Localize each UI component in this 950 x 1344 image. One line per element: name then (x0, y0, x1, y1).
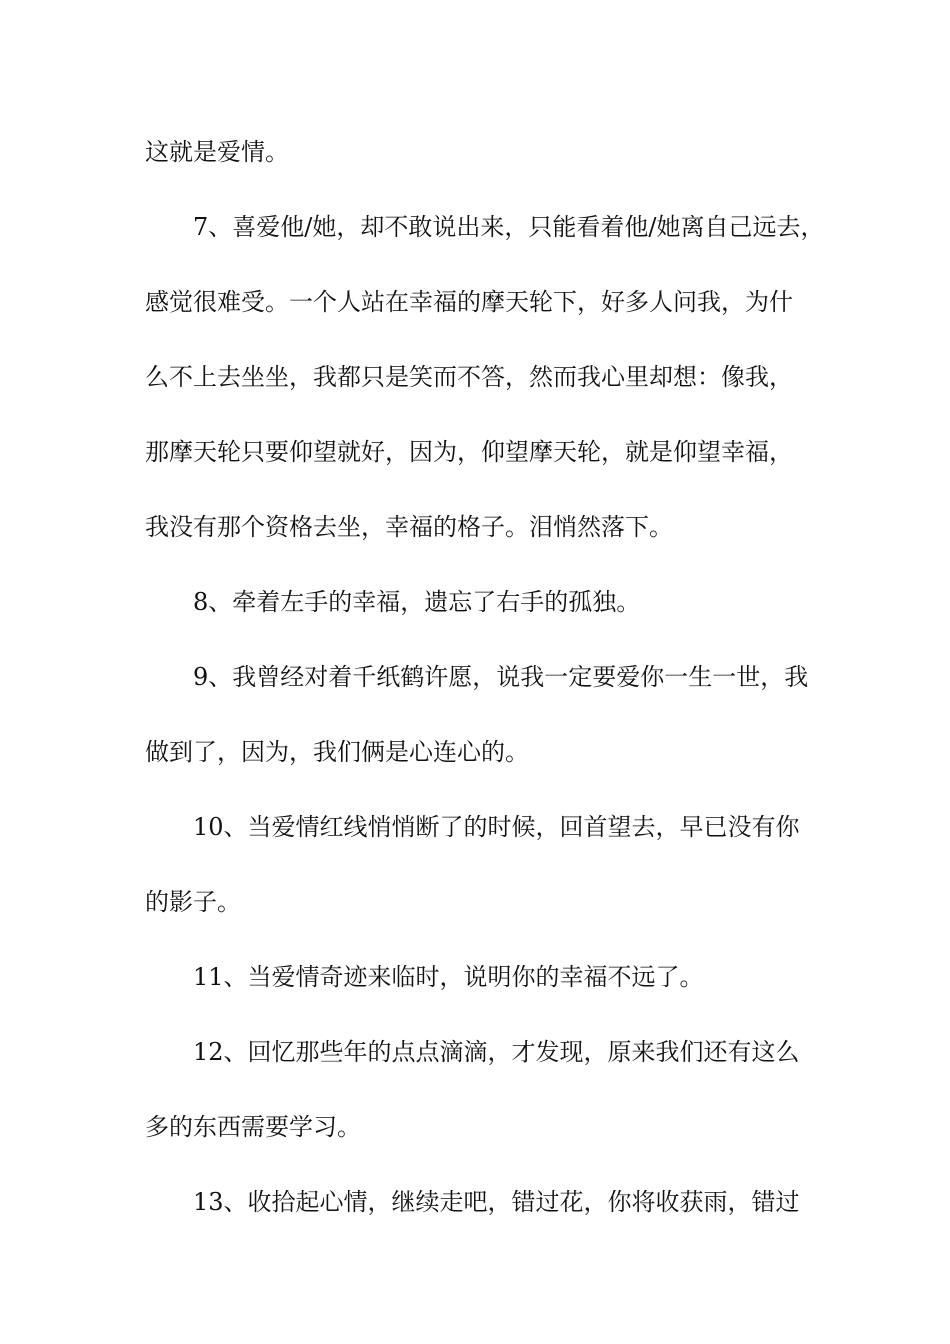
text-line: 13、收拾起心情，继续走吧，错过花，你将收获雨，错过 (193, 1188, 800, 1216)
text-line: 10、当爱情红线悄悄断了的时候，回首望去，早已没有你 (193, 813, 800, 841)
text-line: 的影子。 (145, 888, 241, 916)
text-line: 那摩天轮只要仰望就好，因为，仰望摩天轮，就是仰望幸福， (145, 438, 793, 466)
text-line: 感觉很难受。一个人站在幸福的摩天轮下，好多人问我，为什 (145, 288, 793, 316)
text-line: 12、回忆那些年的点点滴滴，才发现，原来我们还有这么 (193, 1038, 800, 1066)
text-line: 多的东西需要学习。 (145, 1113, 361, 1141)
text-line: 么不上去坐坐，我都只是笑而不答，然而我心里却想：像我， (145, 363, 793, 391)
text-line: 11、当爱情奇迹来临时，说明你的幸福不远了。 (193, 963, 704, 991)
text-line: 8、牵着左手的幸福，遗忘了右手的孤独。 (193, 588, 641, 616)
text-line: 做到了，因为，我们俩是心连心的。 (145, 738, 529, 766)
text-line: 9、我曾经对着千纸鹤许愿，说我一定要爱你一生一世，我 (193, 663, 809, 691)
text-line: 这就是爱情。 (145, 138, 289, 166)
text-line: 我没有那个资格去坐，幸福的格子。泪悄然落下。 (145, 513, 673, 541)
text-line: 7、喜爱他/她，却不敢说出来，只能看着他/她离自己远去， (193, 213, 825, 241)
